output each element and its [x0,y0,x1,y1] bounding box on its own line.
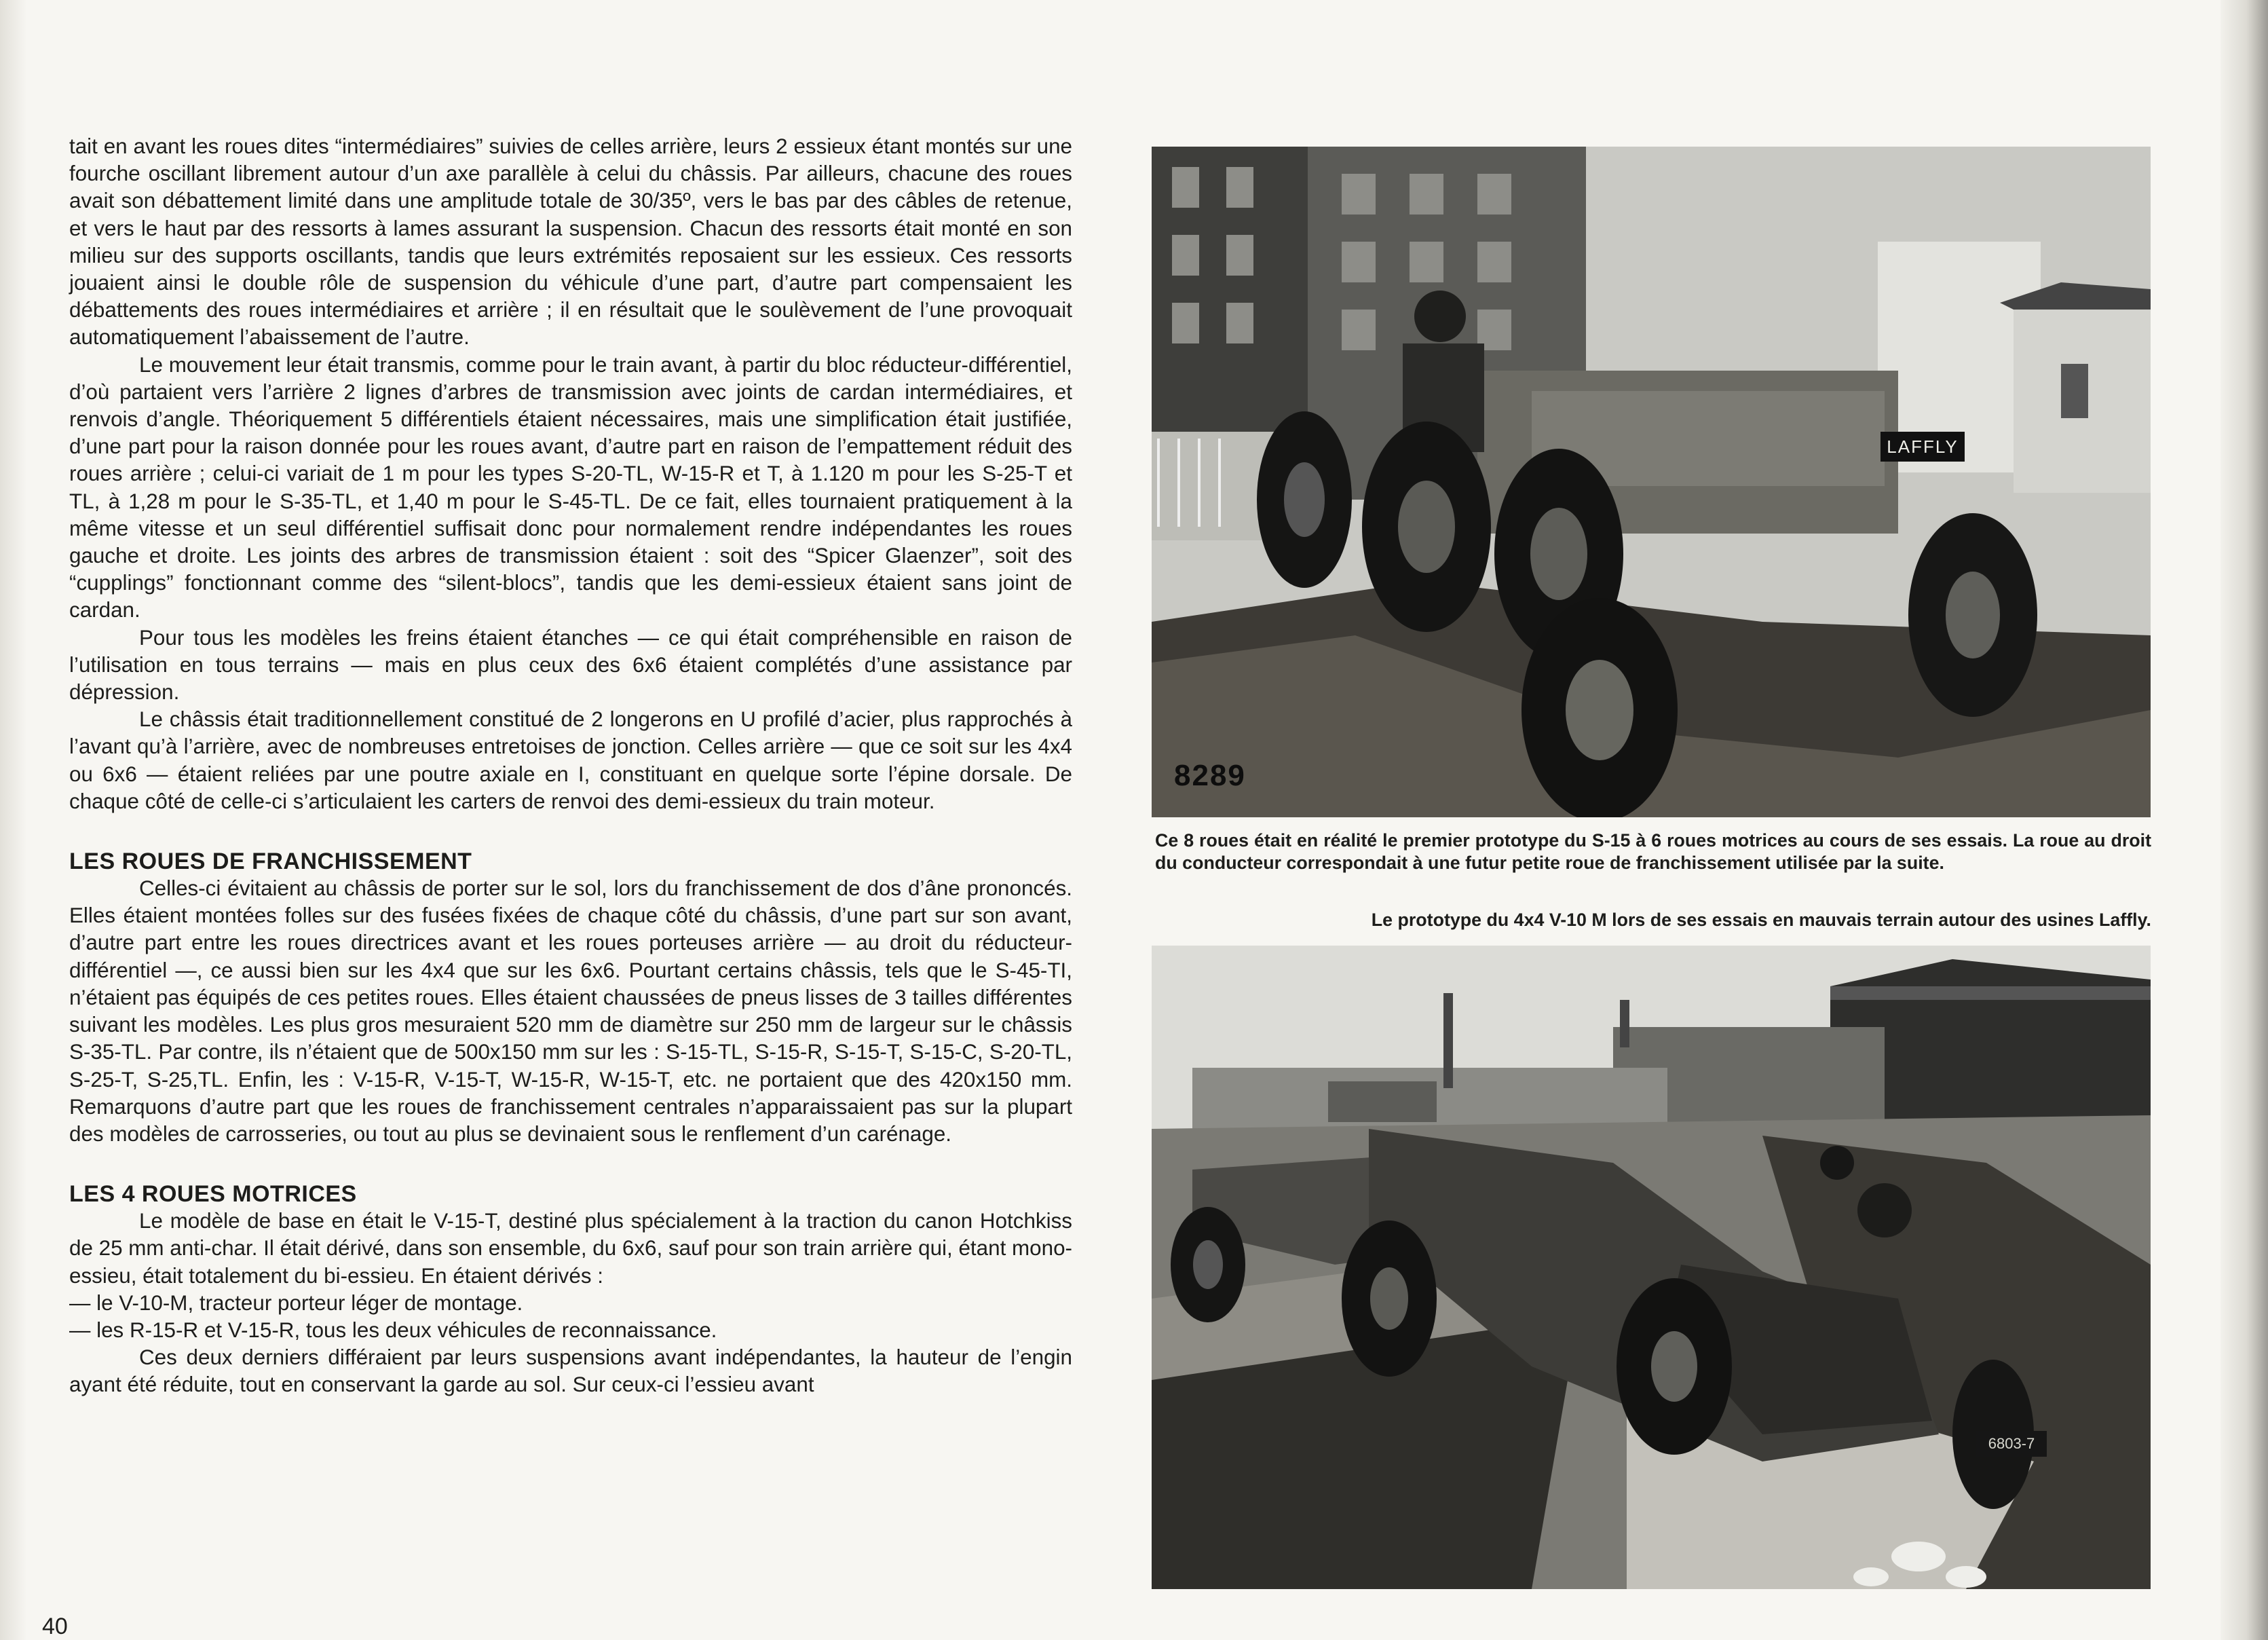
paragraph-brakes: Pour tous les modèles les freins étaient étanches — ce qui était compréhensible en raison de l’utilisation en tous terrains — mais en plus ceux des 6x6 étaient complétés d’une assistance par dépression. [69,625,1072,705]
photo-v10m-prototype [1152,946,2151,1589]
paragraph-franchissement: Celles-ci évitaient au châssis de porter sur le sol, lors du franchissement de dos d’âne prononcés. Elles étaient montées folles sur des fusées fixées de chaque côté du châssis, d’une part sur son avant, d’autre part entre les roues directrices avant et les roues porteuses arrière — au droit du réducteur-différentiel —, ce aussi bien sur les 4x4 que sur les 6x6. Pourtant certains châssis, tels que le S-45-TI, n’étaient pas équipés de ces petites roues. Elles étaient chaussées de pneus lisses de 3 tailles différentes suivant les modèles. Les plus gros mesuraient 520 mm de diamètre sur 250 mm de largeur sur le châssis S-35-TL. Par contre, ils n’étaient que de 500x150 mm sur les : S-15-TL, S-15-R, S-15-T, S-15-C, S-20-TL, S-25-T, S-25,TL. Enfin, les : V-15-R, V-15-T, W-15-R, W-15-T, etc. ne portaient que des 420x150 mm. Remarquons d’autre part que les roues de franchissement centrales n’apparaissaient pas sur la plupart des modèles de carrosseries, ou tout au plus se devinaient sous le renflement d’un carénage. [69,876,1072,1146]
caption-v10m-prototype: Le prototype du 4x4 V-10 M lors de ses essais en mauvais terrain autour des usines Laffly. [1371,910,2151,930]
paragraph-suspension: tait en avant les roues dites “intermédiaires” suivies de celles arrière, leurs 2 essieux étant montés sur une fourche oscillant librement autour d’un axe parallèle à celui du châssis. Par ailleurs, chacune des roues avait son débattement limité dans une amplitude totale de 30/35º, vers le bas par des câbles de retenue, et vers le haut par des ressorts à lames assurant la suspension. Chacun des ressorts était monté en son milieu sur des supports oscillants, tandis que leurs extrémités reposaient sur les essieux. Ces ressorts jouaient ainsi le double rôle de suspension du véhicule d’une part, d’autre part compensaient les débattements des roues intermédiaires et arrière ; il en résultait que le soulèvement de l’une provoquait automatiquement l’abaissement de l’autre. [69,134,1072,350]
photo-v10m-prototype-image [1152,946,2151,1589]
page-edge [2220,0,2268,1640]
paragraph-suspensions-avant: Ces deux derniers différaient par leurs suspensions avant indépendantes, la hauteur de l’engin ayant été réduite, tout en conservant la garde au sol. Sur ceux-ci l’essieu avant [69,1345,1072,1397]
photo-eight-wheel-prototype-image [1152,147,2151,817]
photo-eight-wheel-prototype [1152,147,2151,817]
paragraph-transmission: Le mouvement leur était transmis, comme pour le train avant, à partir du bloc réducteur-différentiel, d’où partaient vers l’arrière 2 lignes d’arbres de transmission avec joints de cardan intermédiaires, et renvois d’angle. Théoriquement 5 différentiels étaient nécessaires, mais une simplification était justifiée, d’une part pour la raison donnée pour les roues avant, d’autre part en raison de l’empattement réduit des roues arrière ; celui-ci variait de 1 m pour les types S-20-TL, W-15-R et T, à 1.120 m pour les S-25-T et TL, à 1,28 m pour le S-35-TL, et 1,40 m pour le S-45-TL. De ce fait, elles tournaient pratiquement à la même vitesse et un seul différentiel suffisait donc pour normalement rendre indépendantes les roues gauche et droite. Les joints des arbres de transmission étaient : soit des “Spicer Glaenzer”, soit des “cupplings” fonctionnant comme des “silent-blocs”, tandis que les demi-essieux étaient sans joint de cardan. [69,352,1072,622]
section-heading-roues-motrices: LES 4 ROUES MOTRICES [69,1181,357,1208]
left-column [69,133,1072,1399]
paragraph-chassis: Le châssis était traditionnellement constitué de 2 longerons en U profilé d’acier, plus rapprochés à l’avant qu’à l’arrière, avec de nombreuses entretoises de jonction. Celles arrière — que ce soit sur les 4x4 ou 6x6 — étaient reliées par une poutre axiale en I, constituant en quelque sorte l’épine dorsale. De chaque côté de celle-ci s’articulaient les carters de renvoi des demi-essieux du train moteur. [69,707,1072,813]
license-plate-v10m: 6803-7 [1976,1431,2047,1457]
page-number: 40 [42,1614,68,1639]
list-item: — le V-10-M, tracteur porteur léger de montage. [69,1290,523,1315]
section-heading-franchissement: LES ROUES DE FRANCHISSEMENT [69,849,472,875]
paragraph-v15t: Le modèle de base en était le V-15-T, destiné plus spécialement à la traction du canon Hotchkiss de 25 mm anti-char. Il était dérivé, dans son ensemble, du 6x6, sauf pour son train arrière qui, étant mono-essieu, était totalement du bi-essieu. En étaient dérivés : [69,1209,1072,1288]
list-item: — les R-15-R et V-15-R, tous les deux véhicules de reconnaissance. [69,1318,717,1342]
page-spine-shadow [0,0,27,1640]
license-plate-laffly: LAFFLY [1880,432,1965,462]
photo-stamp-number: 8289 [1174,759,1246,792]
caption-eight-wheel-prototype: Ce 8 roues était en réalité le premier prototype du S-15 à 6 roues motrices au cours de ses essais. La roue au droit du conducteur correspondait à une futur petite roue de franchissement utilisée par la suite. [1155,830,2151,873]
